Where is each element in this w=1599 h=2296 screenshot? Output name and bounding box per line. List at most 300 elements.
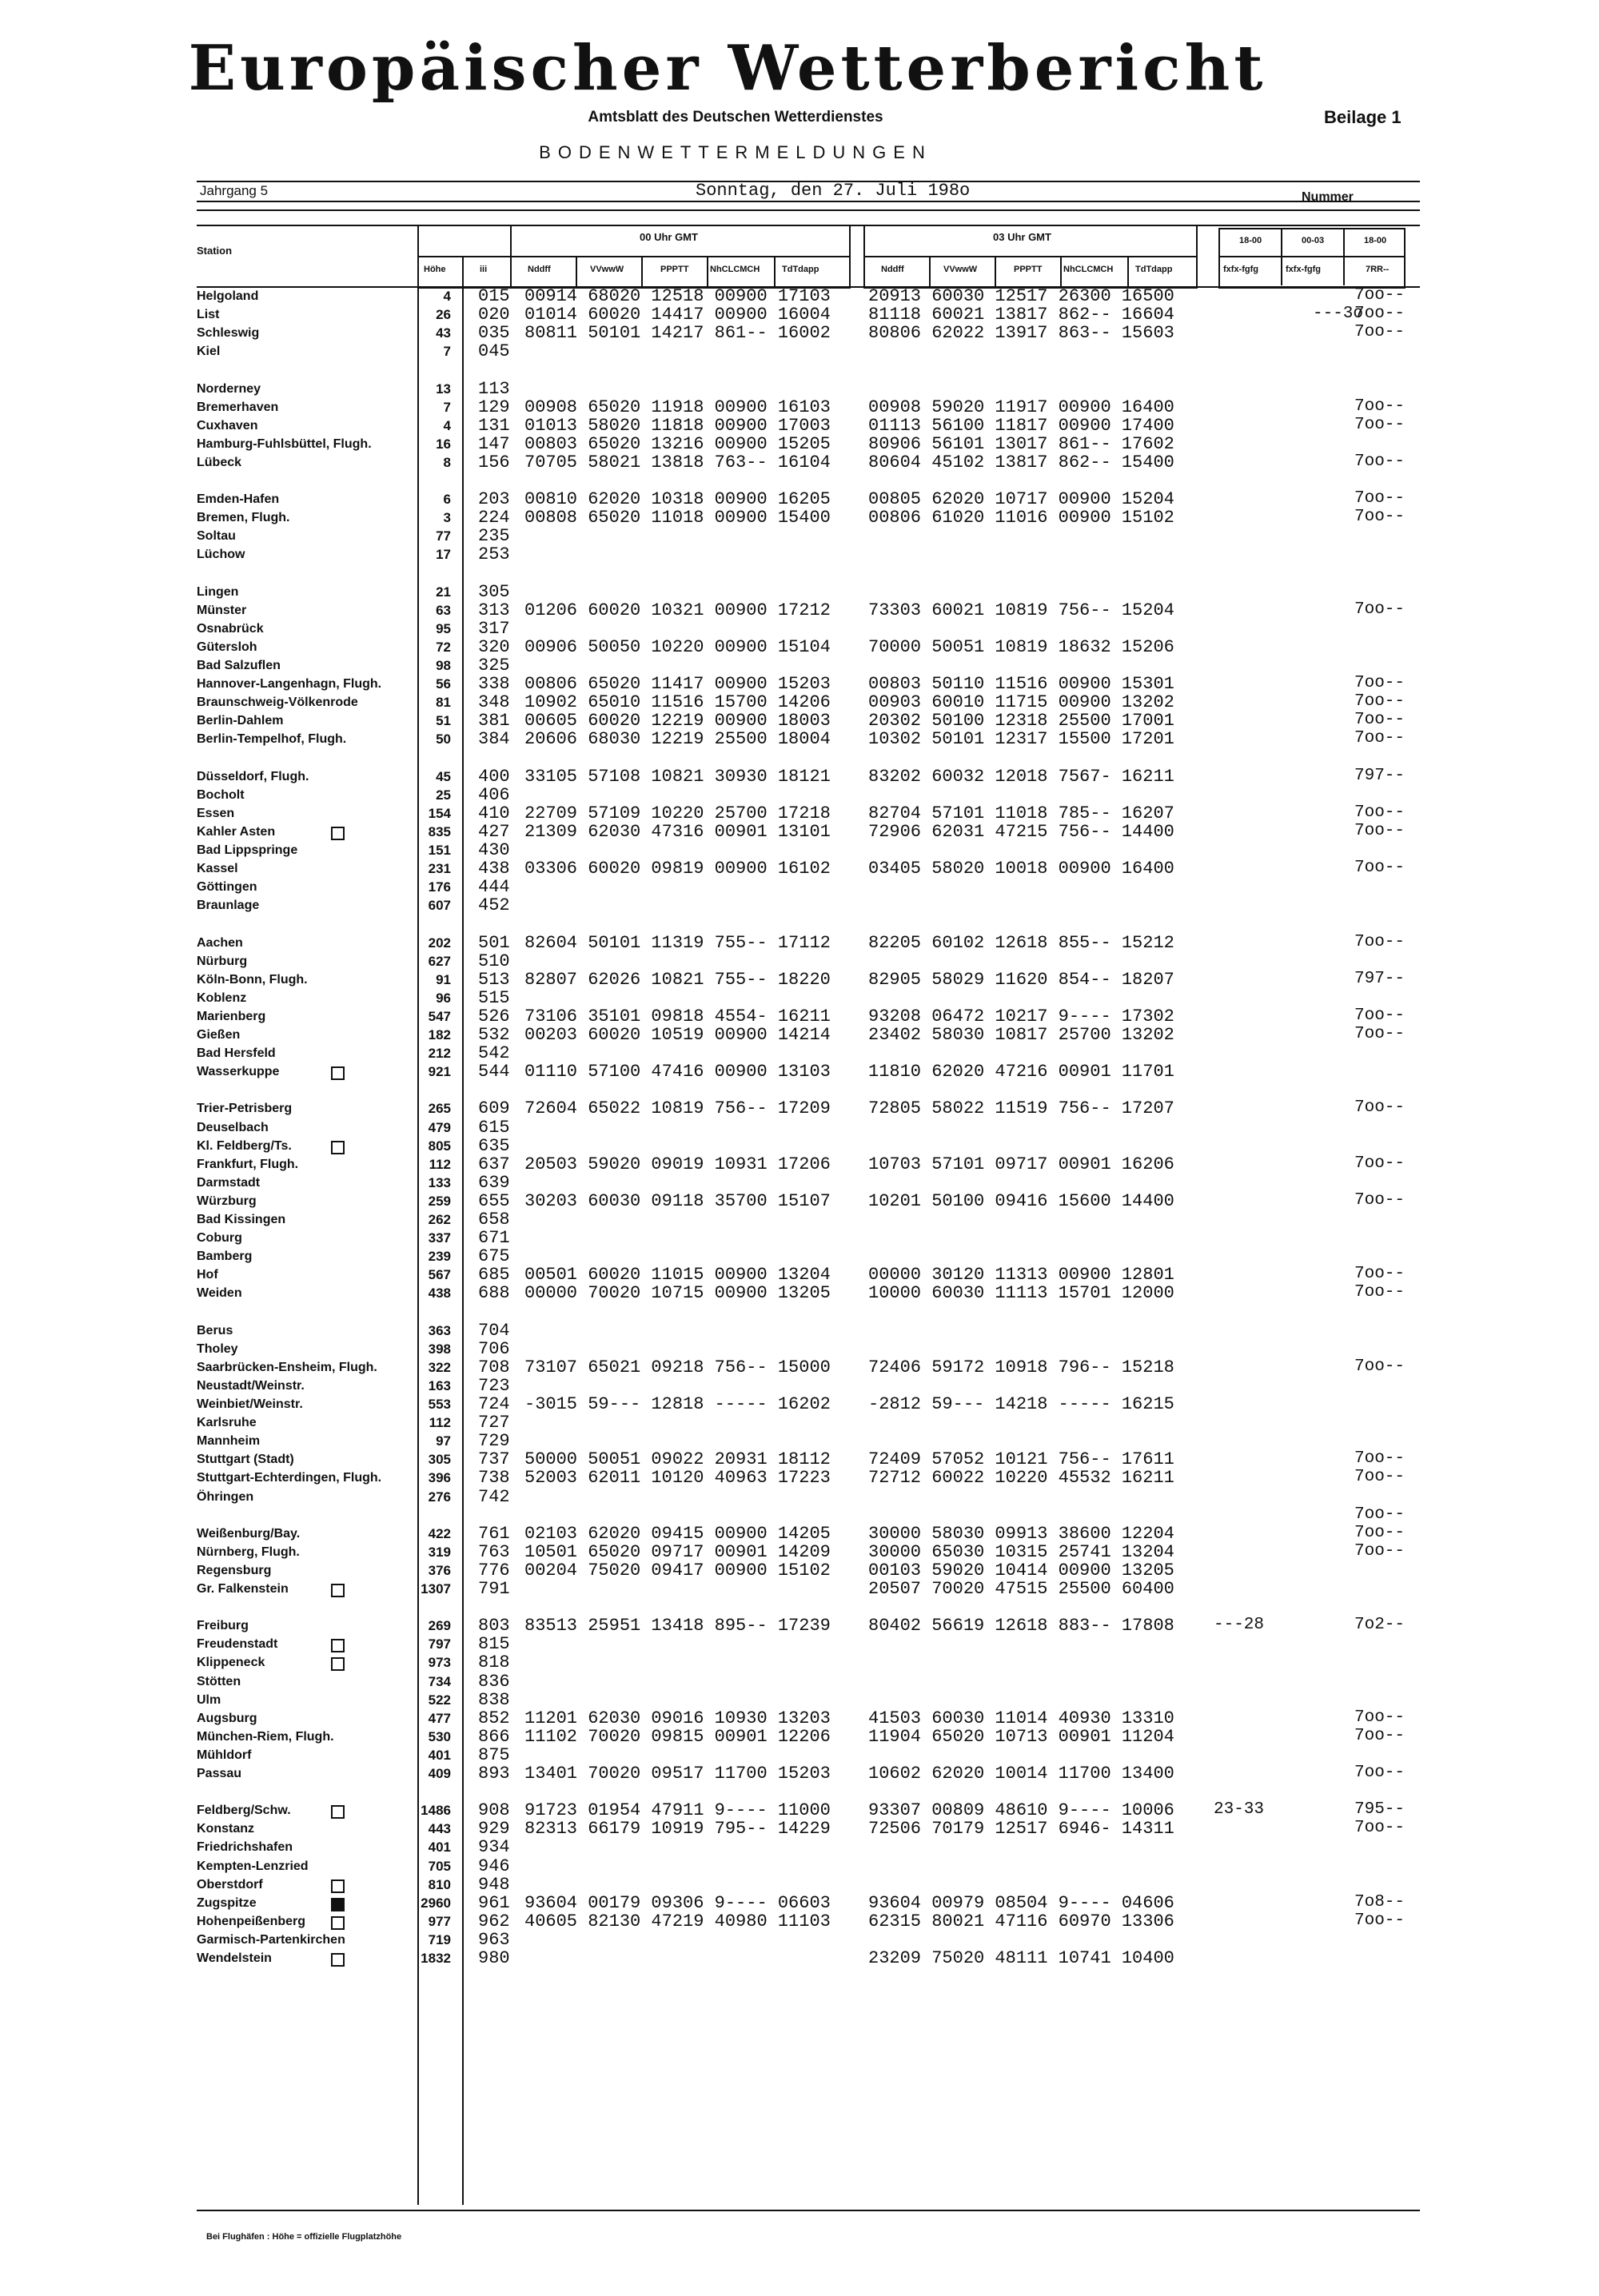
station-name: Neustadt/Weinstr. — [197, 1378, 305, 1393]
obs-03-gmt: -2812 59--- 14218 ----- 16215 — [868, 1394, 1174, 1414]
obs-00-gmt: 83513 25951 13418 895-- 17239 — [524, 1616, 831, 1636]
obs-00-gmt: 80811 50101 14217 861-- 16002 — [524, 323, 831, 344]
obs-03-gmt: 72712 60022 10220 45532 16211 — [868, 1468, 1174, 1489]
obs-03-gmt: 00805 62020 10717 00900 15204 — [868, 489, 1174, 510]
station-elevation: 7 — [443, 399, 451, 415]
precip-18-00: 7oo-- — [1354, 452, 1406, 471]
obs-00-gmt: 00501 60020 11015 00900 13204 — [524, 1265, 831, 1286]
station-number: 348 — [478, 692, 510, 713]
station-name: Deuselbach — [197, 1120, 269, 1134]
extra-col3-period: 18-00 — [1364, 236, 1387, 245]
obs-00-gmt: 00204 75020 09417 00900 15102 — [524, 1560, 831, 1580]
station-number: 609 — [478, 1098, 510, 1119]
station-elevation: 95 — [436, 620, 451, 636]
station-name: Bamberg — [197, 1250, 253, 1264]
precip-18-00: 7oo-- — [1354, 1006, 1406, 1025]
station-elevation: 530 — [428, 1728, 451, 1744]
obs-03-gmt: 41503 60030 11014 40930 13310 — [868, 1708, 1174, 1728]
hoehe-header-split — [417, 256, 510, 257]
station-number: 320 — [478, 636, 510, 657]
station-number: 542 — [478, 1043, 510, 1064]
group00-col-vvwww: VVwwW — [590, 265, 624, 274]
station-elevation: 977 — [428, 1913, 451, 1929]
precip-18-00: 7oo-- — [1354, 1764, 1406, 1782]
station-number: 875 — [478, 1744, 510, 1765]
obs-03-gmt: 30000 58030 09913 38600 12204 — [868, 1523, 1174, 1544]
obs-03-gmt-prefix: 72506 — [868, 1819, 932, 1840]
station-name: Braunlage — [197, 899, 260, 913]
precip-18-00: 7oo-- — [1354, 1265, 1406, 1284]
station-name: Stötten — [197, 1674, 241, 1688]
station-elevation: 262 — [428, 1212, 451, 1227]
precip-18-00: 7oo-- — [1354, 729, 1406, 748]
obs-03-gmt: 80604 45102 13817 862-- 15400 — [868, 452, 1174, 472]
mountain-station-marker — [331, 1584, 345, 1597]
obs-03-gmt: 73303 60021 10819 756-- 15204 — [868, 600, 1174, 620]
obs-00-gmt: 01014 60020 14417 00900 16004 — [524, 305, 831, 325]
obs-00-gmt: 00806 65020 11417 00900 15203 — [524, 674, 831, 695]
station-elevation: 163 — [428, 1377, 451, 1393]
station-name: Köln-Bonn, Flugh. — [197, 972, 308, 987]
station-name: Berlin-Dahlem — [197, 714, 284, 728]
station-number: 815 — [478, 1634, 510, 1655]
precip-18-00: 7oo-- — [1354, 711, 1406, 730]
precip-18-00: 7oo-- — [1354, 323, 1406, 342]
station-elevation: 322 — [428, 1359, 451, 1375]
precip-18-00: 7oo-- — [1354, 674, 1406, 693]
obs-00-gmt: 00808 65020 11018 00900 15400 — [524, 508, 831, 528]
station-elevation: 269 — [428, 1618, 451, 1634]
station-name: Garmisch-Partenkirchen — [197, 1932, 345, 1947]
station-elevation: 835 — [428, 823, 451, 839]
station-number: 866 — [478, 1726, 510, 1747]
obs-00-gmt: 00810 62020 10318 00900 16205 — [524, 489, 831, 510]
station-number: 708 — [478, 1357, 510, 1377]
station-elevation: 77 — [436, 528, 451, 544]
station-name: Augsburg — [197, 1711, 257, 1725]
station-number: 313 — [478, 600, 510, 620]
station-name: Öhringen — [197, 1489, 254, 1504]
station-name: Bad Lippspringe — [197, 843, 298, 857]
station-number: 946 — [478, 1856, 510, 1876]
precip-18-00: 795-- — [1354, 1800, 1406, 1820]
obs-00-gmt: 20503 59020 09019 10931 17206 — [524, 1154, 831, 1174]
station-elevation: 396 — [428, 1470, 451, 1486]
station-elevation: 6 — [443, 492, 451, 508]
station-number: 131 — [478, 415, 510, 436]
obs-03-gmt: 82205 60102 12618 855-- 15212 — [868, 932, 1174, 953]
station-elevation: 2960 — [421, 1895, 451, 1911]
station-elevation: 43 — [436, 325, 451, 341]
station-name: List — [197, 308, 220, 322]
group03-col-clouds: NhCLCMCH — [1063, 265, 1114, 274]
station-elevation: 98 — [436, 658, 451, 673]
precip-18-00: 7oo-- — [1354, 692, 1406, 712]
hoehe-iii-rule — [462, 286, 464, 2205]
station-elevation: 627 — [428, 953, 451, 969]
mountain-station-marker — [331, 1953, 345, 1967]
station-number: 045 — [478, 341, 510, 362]
station-elevation: 553 — [428, 1397, 451, 1412]
group03-col-ppptt: PPPTT — [1014, 265, 1043, 274]
station-elevation: 202 — [428, 935, 451, 951]
station-elevation: 50 — [436, 731, 451, 747]
station-number: 203 — [478, 489, 510, 510]
station-elevation: 212 — [428, 1046, 451, 1062]
obs-03-gmt: 10000 60030 11113 15701 12000 — [868, 1283, 1174, 1304]
station-name: Hamburg-Fuhlsbüttel, Flugh. — [197, 436, 372, 451]
station-number: 020 — [478, 305, 510, 325]
precip-18-00: 7oo-- — [1354, 1025, 1406, 1043]
obs-00-gmt: 21309 62030 47316 00901 13101 — [524, 821, 831, 842]
station-name: Frankfurt, Flugh. — [197, 1157, 299, 1171]
group03-col-sep-1 — [929, 256, 931, 286]
station-elevation: 973 — [428, 1655, 451, 1671]
station-elevation: 16 — [436, 436, 451, 452]
station-number: 738 — [478, 1468, 510, 1489]
obs-03-gmt: 72406 59172 10918 796-- 15218 — [868, 1357, 1174, 1377]
station-number: 776 — [478, 1560, 510, 1580]
station-number: 893 — [478, 1764, 510, 1784]
station-name: Lingen — [197, 584, 239, 599]
station-elevation: 401 — [428, 1747, 451, 1763]
obs-03-gmt: 00803 50110 11516 00900 15301 — [868, 674, 1174, 695]
station-elevation: 477 — [428, 1710, 451, 1726]
station-number: 129 — [478, 397, 510, 417]
station-number: 438 — [478, 859, 510, 879]
obs-00-gmt: 01206 60020 10321 00900 17212 — [524, 600, 831, 620]
station-elevation: 96 — [436, 990, 451, 1006]
station-name: Freudenstadt — [197, 1637, 278, 1652]
station-name: Freiburg — [197, 1619, 249, 1633]
station-name: Bremen, Flugh. — [197, 511, 290, 525]
station-name: Bad Hersfeld — [197, 1046, 276, 1061]
station-number: 338 — [478, 674, 510, 695]
station-number: 224 — [478, 508, 510, 528]
extra-col1-gust: fxfx-fgfg — [1223, 265, 1258, 274]
station-elevation: 443 — [428, 1821, 451, 1837]
station-elevation: 176 — [428, 879, 451, 895]
extra-header-split — [1218, 256, 1404, 257]
nummer-label: Nummer — [1302, 190, 1354, 204]
station-number: 430 — [478, 840, 510, 860]
precip-18-00: 7oo-- — [1354, 489, 1406, 508]
obs-03-gmt: 00908 59020 11917 00900 16400 — [868, 397, 1174, 417]
station-name: Kiel — [197, 345, 221, 359]
obs-03-gmt: 80806 62022 13917 863-- 15603 — [868, 323, 1174, 344]
obs-03-gmt: 10201 50100 09416 15600 14400 — [868, 1190, 1174, 1211]
station-name: Feldberg/Schw. — [197, 1804, 291, 1818]
group00-col-sep-2 — [641, 256, 643, 286]
station-elevation: 376 — [428, 1562, 451, 1578]
station-elevation: 1486 — [421, 1803, 451, 1819]
station-elevation: 56 — [436, 676, 451, 692]
station-number: 688 — [478, 1283, 510, 1304]
header-rule-date — [197, 201, 1420, 202]
station-elevation: 401 — [428, 1840, 451, 1856]
obs-03-gmt: 03405 58020 10018 00900 16400 — [868, 859, 1174, 879]
station-number: 147 — [478, 433, 510, 454]
station-number: 685 — [478, 1265, 510, 1286]
station-elevation: 182 — [428, 1027, 451, 1042]
station-elevation: 8 — [443, 454, 451, 470]
mountain-station-marker — [331, 827, 345, 840]
station-number: 791 — [478, 1579, 510, 1599]
precip-18-00: 797-- — [1354, 969, 1406, 988]
station-elevation: 81 — [436, 695, 451, 711]
station-elevation: 734 — [428, 1673, 451, 1689]
obs-03-gmt: 82704 57101 11018 785-- 16207 — [868, 803, 1174, 823]
station-name: Mannheim — [197, 1434, 261, 1449]
station-elevation: 921 — [428, 1064, 451, 1080]
obs-00-gmt: 82313 66179 10919 795-- 14229 — [524, 1819, 831, 1840]
station-elevation: 705 — [428, 1858, 451, 1874]
station-name: Münster — [197, 603, 247, 617]
station-number: 427 — [478, 821, 510, 842]
station-elevation: 51 — [436, 713, 451, 729]
obs-00-gmt: 22709 57109 10220 25700 17218 — [524, 803, 831, 823]
obs-00-gmt: 72604 65022 10819 756-- 17209 — [524, 1098, 831, 1119]
obs-03-gmt: 20913 60030 12517 26300 16500 — [868, 286, 1174, 306]
precip-18-00: 7oo-- — [1354, 1098, 1406, 1118]
station-number: 510 — [478, 951, 510, 971]
station-name: Gütersloh — [197, 640, 257, 654]
station-elevation: 422 — [428, 1525, 451, 1541]
station-name: Hof — [197, 1268, 218, 1282]
station-name: Gießen — [197, 1028, 241, 1042]
station-name: Weißenburg/Bay. — [197, 1526, 301, 1541]
station-name: Helgoland — [197, 289, 259, 303]
station-elevation: 479 — [428, 1119, 451, 1135]
mountain-station-marker — [331, 1657, 345, 1671]
precip-18-00: 7oo-- — [1354, 821, 1406, 840]
precip-18-00: 7o2-- — [1354, 1616, 1406, 1635]
station-number: 706 — [478, 1338, 510, 1359]
obs-03-gmt: 81118 60021 13817 862-- 16604 — [868, 305, 1174, 325]
station-elevation: 607 — [428, 898, 451, 914]
obs-00-gmt: 00914 68020 12518 00900 17103 — [524, 286, 831, 306]
obs-03-gmt: 82905 58029 11620 854-- 18207 — [868, 969, 1174, 990]
precip-18-00: 7oo-- — [1354, 397, 1406, 416]
station-name: Regensburg — [197, 1563, 272, 1577]
obs-00-gmt: 93604 00179 09306 9---- 06603 — [524, 1892, 831, 1913]
station-name: Weiden — [197, 1286, 242, 1301]
station-name: Berlin-Tempelhof, Flugh. — [197, 732, 347, 747]
station-elevation: 797 — [428, 1636, 451, 1652]
obs-00-gmt: 03306 60020 09819 00900 16102 — [524, 859, 831, 879]
group00-col-ppptt: PPPTT — [660, 265, 689, 274]
precip-18-00: 7oo-- — [1354, 1819, 1406, 1838]
station-number: 761 — [478, 1523, 510, 1544]
station-elevation: 276 — [428, 1489, 451, 1505]
station-number: 317 — [478, 618, 510, 639]
station-elevation: 1307 — [421, 1581, 451, 1596]
station-number: 704 — [478, 1320, 510, 1341]
station-elevation: 547 — [428, 1008, 451, 1024]
obs-03-gmt: 72906 62031 47215 756-- 14400 — [868, 821, 1174, 842]
obs-00-gmt: 30203 60030 09118 35700 15107 — [524, 1190, 831, 1211]
precip-18-00: 7oo-- — [1354, 600, 1406, 619]
station-name: Bremerhaven — [197, 400, 279, 414]
station-number: 406 — [478, 784, 510, 805]
obs-03-gmt: 23209 75020 48111 10741 10400 — [868, 1948, 1174, 1968]
station-name: Hannover-Langenhagn, Flugh. — [197, 677, 382, 692]
obs-03-gmt: 93604 00979 08504 9---- 04606 — [868, 1892, 1174, 1913]
precip-18-00: 7oo-- — [1354, 1911, 1406, 1930]
station-elevation: 4 — [443, 289, 451, 304]
obs-00-gmt: 50000 50051 09022 20931 18112 — [524, 1449, 831, 1470]
mountain-station-marker — [331, 1639, 345, 1652]
obs-00-gmt: 52003 62011 10120 40963 17223 — [524, 1468, 831, 1489]
station-number: 724 — [478, 1394, 510, 1414]
station-number: 501 — [478, 932, 510, 953]
hoehe-iii-split — [462, 256, 464, 286]
station-elevation: 719 — [428, 1931, 451, 1947]
group00-title: 00 Uhr GMT — [640, 231, 698, 243]
precip-18-00: 7oo-- — [1354, 1523, 1406, 1542]
station-name: Soltau — [197, 529, 236, 544]
obs-03-gmt: 72409 57052 10121 756-- 17611 — [868, 1449, 1174, 1470]
station-number: 723 — [478, 1375, 510, 1396]
obs-00-gmt: 82807 62026 10821 755-- 18220 — [524, 969, 831, 990]
station-name: Berus — [197, 1323, 233, 1337]
obs-00-gmt: 00000 70020 10715 00900 13205 — [524, 1283, 831, 1304]
station-name: Bad Kissingen — [197, 1213, 286, 1226]
obs-03-gmt: 20507 70020 47515 25500 60400 — [868, 1579, 1174, 1599]
station-elevation: 26 — [436, 307, 451, 323]
station-name: Klippeneck — [197, 1656, 265, 1670]
station-name: Friedrichshafen — [197, 1840, 293, 1855]
hoehe-column-header: Höhe — [424, 265, 446, 274]
precip-18-00: 7oo-- — [1354, 1190, 1406, 1210]
mountain-station-marker — [331, 1879, 345, 1893]
obs-00-gmt: 13401 70020 09517 11700 15203 — [524, 1764, 831, 1784]
station-number: 444 — [478, 877, 510, 898]
station-number: 803 — [478, 1616, 510, 1636]
station-number: 513 — [478, 969, 510, 990]
station-elevation: 133 — [428, 1174, 451, 1190]
station-elevation: 522 — [428, 1692, 451, 1708]
station-name: München-Riem, Flugh. — [197, 1729, 334, 1744]
station-number: 639 — [478, 1172, 510, 1193]
extra-col2-period: 00-03 — [1302, 236, 1325, 245]
station-number: 962 — [478, 1911, 510, 1931]
mountain-station-marker — [331, 1066, 345, 1080]
precip-18-00: 7oo-- — [1354, 932, 1406, 951]
station-number: 836 — [478, 1671, 510, 1692]
station-number: 615 — [478, 1117, 510, 1138]
beilage-label: Beilage 1 — [1324, 107, 1402, 127]
station-number: 381 — [478, 711, 510, 731]
station-elevation: 567 — [428, 1267, 451, 1283]
station-name: Tholey — [197, 1341, 238, 1356]
station-elevation: 337 — [428, 1230, 451, 1246]
precip-18-00: 7oo-- — [1354, 1726, 1406, 1745]
station-name: Aachen — [197, 935, 243, 950]
station-elevation: 112 — [429, 1156, 451, 1172]
group00-col-dewpoint: TdTdapp — [782, 265, 819, 274]
extra-col1-period: 18-00 — [1239, 236, 1262, 245]
station-elevation: 363 — [428, 1322, 451, 1338]
station-name: Wendelstein — [197, 1951, 272, 1965]
obs-03-gmt: 23402 58030 10817 25700 13202 — [868, 1025, 1174, 1045]
station-elevation: 7 — [443, 344, 451, 360]
station-elevation: 265 — [428, 1101, 451, 1117]
precip-18-00: 7oo-- — [1354, 1468, 1406, 1487]
station-name: Osnabrück — [197, 621, 264, 636]
station-number: 156 — [478, 452, 510, 472]
obs-03-gmt: 62315 80021 47116 60970 13306 — [868, 1911, 1174, 1931]
station-number: 934 — [478, 1837, 510, 1858]
mountain-station-marker — [331, 1916, 345, 1930]
section-title: BODENWETTERMELDUNGEN — [539, 142, 932, 162]
station-name: Saarbrücken-Ensheim, Flugh. — [197, 1360, 377, 1374]
station-name: Stuttgart-Echterdingen, Flugh. — [197, 1471, 382, 1485]
station-elevation: 231 — [428, 861, 451, 877]
station-number: 410 — [478, 803, 510, 823]
obs-03-gmt: 72805 58022 11519 756-- 17207 — [868, 1098, 1174, 1119]
report-date: Sonntag, den 27. Juli 198o — [696, 181, 971, 201]
station-elevation: 112 — [429, 1415, 451, 1431]
station-number: 305 — [478, 581, 510, 602]
obs-03-gmt: 10302 50101 12317 15500 17201 — [868, 729, 1174, 750]
precip-18-00: 7o8-- — [1354, 1892, 1406, 1911]
station-number: 532 — [478, 1025, 510, 1045]
footnote: Bei Flughäfen : Höhe = offizielle Flugplatzhöhe — [206, 2232, 402, 2242]
precip-18-00: 7oo-- — [1354, 859, 1406, 878]
station-name: Hohenpeißenberg — [197, 1914, 306, 1928]
station-name: Karlsruhe — [197, 1416, 257, 1430]
table-bottom-rule — [197, 2210, 1420, 2211]
obs-00-gmt: 82604 50101 11319 755-- 17112 — [524, 932, 831, 953]
obs-03-gmt: 00806 61020 11016 00900 15102 — [868, 508, 1174, 528]
obs-03-gmt: 00903 60010 11715 00900 13202 — [868, 692, 1174, 713]
obs-00-gmt: 10902 65010 11516 15700 14206 — [524, 692, 831, 713]
station-number: 963 — [478, 1929, 510, 1950]
precip-18-00: 7oo-- — [1354, 305, 1406, 324]
station-name: Lüchow — [197, 548, 245, 562]
station-name: Nürburg — [197, 954, 248, 968]
obs-00-gmt: 10501 65020 09717 00901 14209 — [524, 1541, 831, 1562]
obs-00-gmt: 11102 70020 09815 00901 12206 — [524, 1726, 831, 1747]
station-number: 763 — [478, 1541, 510, 1562]
group03-col-sep-4 — [1127, 256, 1129, 286]
station-number: 671 — [478, 1228, 510, 1249]
obs-00-gmt: 00803 65020 13216 00900 15205 — [524, 433, 831, 454]
station-elevation: 239 — [428, 1249, 451, 1265]
station-name: Düsseldorf, Flugh. — [197, 769, 309, 783]
station-name: Bad Salzuflen — [197, 659, 281, 672]
station-elevation: 805 — [428, 1138, 451, 1154]
document-subtitle: Amtsblatt des Deutschen Wetterdienstes — [588, 109, 883, 126]
obs-03-gmt: 30000 65030 10315 25741 13204 — [868, 1541, 1174, 1562]
station-name: Norderney — [197, 381, 261, 396]
obs-00-gmt: 73106 35101 09818 4554- 16211 — [524, 1006, 831, 1026]
group03-col-sep-2 — [995, 256, 996, 286]
obs-00-gmt: 00908 65020 11918 00900 16103 — [524, 397, 831, 417]
group03-col-sep-3 — [1060, 256, 1062, 286]
station-number: 742 — [478, 1486, 510, 1507]
station-elevation: 45 — [436, 768, 451, 784]
extra-col2-gust: fxfx-fgfg — [1286, 265, 1321, 274]
station-number: 325 — [478, 656, 510, 676]
group03-col-vvwww: VVwwW — [943, 265, 978, 274]
mountain-station-marker — [331, 1898, 345, 1911]
header-rule-bottom — [197, 209, 1420, 211]
station-number: 452 — [478, 895, 510, 916]
station-name: Darmstadt — [197, 1175, 261, 1190]
station-name: Lübeck — [197, 455, 242, 469]
